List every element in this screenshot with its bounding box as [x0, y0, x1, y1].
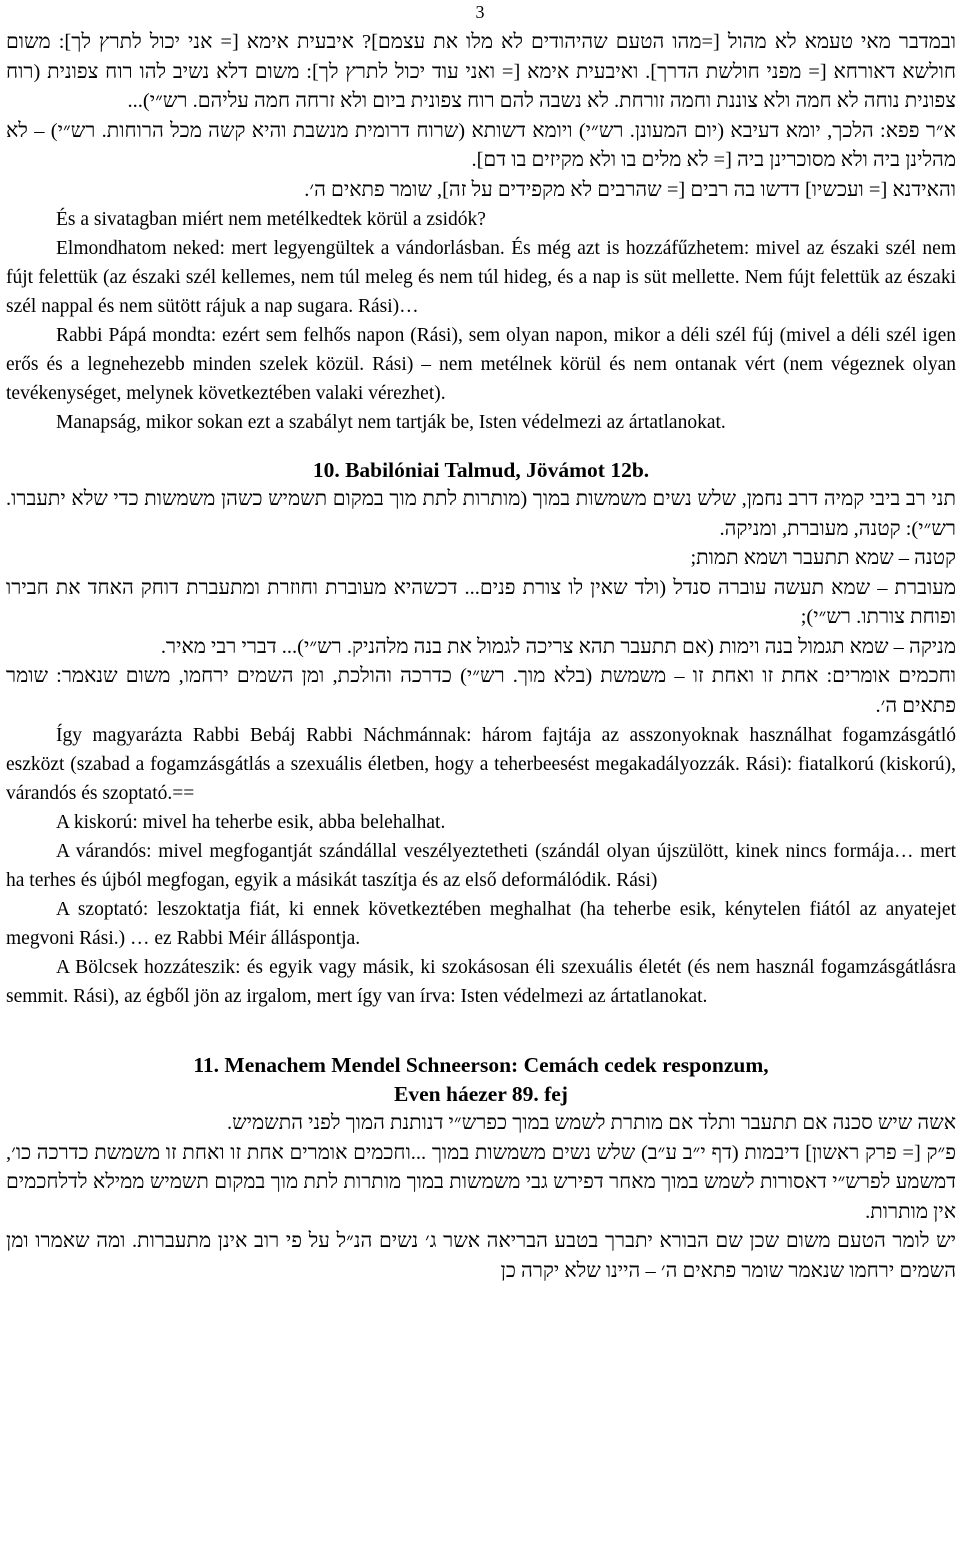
hebrew-paragraph: מניקה – שמא תגמול בנה וימות (אם תתעבר תהא צריכה לגמול את בנה מלהניק. רש״י)... דברי רבי מאיר.: [160, 635, 956, 658]
hungarian-paragraph: Így magyarázta Rabbi Bebáj Rabbi Náchmánnak: három fajtája az asszonyoknak használhat fogamzásgátló eszközt (szabad a fogamzásgátlás a szexuális életben, hogy a teherbeesést megakadályozzák. Rási): fiatalkorú (kiskorú), várandós és szoptató.==: [6, 725, 956, 804]
hebrew-paragraph: יש לומר הטעם משום שכן שם הבורא יתברך בטבע הבריאה אשר ג׳ נשים הנ״ל על פי רוב אינן מתעברות. ומה שאמרו ומן השמים ירחמו שנאמר שומר פתאים ה׳ – היינו שלא יקרה כן: [6, 1230, 956, 1282]
hebrew-paragraph: אשה שיש סכנה אם תתעבר ותלד אם מותרת לשמש במוך כפרש״י דנותנת המוך לפני התשמיש.: [227, 1112, 956, 1134]
hungarian-paragraph: Manapság, mikor sokan ezt a szabályt nem tartják be, Isten védelmezi az ártatlanokat.: [56, 412, 726, 433]
page-content: [6, 28, 956, 1286]
spacer: [6, 1011, 956, 1051]
hungarian-paragraph: És a sivatagban miért nem metélkedtek körül a zsidók?: [56, 209, 486, 230]
page-number: 3: [475, 2, 485, 22]
spacer: [6, 437, 956, 456]
hebrew-paragraph: פ״ק [= פרק ראשון] דיבמות (דף י״ב ע״ב) שלש נשים משמשות במוך ...וחכמים אומרים אחת זו ואחת זו משמשת כדרכה כו׳, דמשמע לפרש״י דאסורות לשמש במוך מאחר דפירש גבי משמשות במוך מותרות לתת מוך במקום תשמיש ממילא לדלחכמים אין מותרות.: [6, 1141, 956, 1223]
section-heading-11: 11. Menachem Mendel Schneerson: Cemách cedek responzum,: [193, 1053, 769, 1077]
hebrew-paragraph: קטנה – שמא תתעבר ושמא תמות;: [690, 547, 956, 569]
hebrew-paragraph: והאידנא [= ועכשיו] דדשו בה רבים [= שהרבים לא מקפידים על זה], שומר פתאים ה׳.: [304, 178, 956, 201]
hebrew-paragraph: א״ר פפא: הלכך, יומא דעיבא (יום המעונן. רש״י) ויומא דשותא (שרוח דרומית מנשבת והיא קשה מכל הרוחות. רש״י) – לא מהלינן ביה ולא מסוכרינן ביה [= לא מלים בו ולא מקיזים בו דם].: [6, 119, 956, 171]
hungarian-paragraph: Rabbi Pápá mondta: ezért sem felhős napon (Rási), sem olyan napon, mikor a déli szél fúj (mivel a déli szél igen erős és a legnehezebb minden szelek közül. Rási) – nem metélnek körül és nem ontanak vért (nem végeznek olyan tevékenységet, melynek következtében valaki vérezhet).: [6, 325, 956, 404]
hungarian-paragraph: Elmondhatom neked: mert legyengültek a vándorlásban. És még azt is hozzáfűzhetem: mivel az északi szél nem fújt felettük (az északi szél kellemes, nem túl meleg és nem túl hideg, és a nap is süt mellette. Nem fújt felettük az északi szél nappal és nem sütött rájuk a nap sugara. Rási)…: [6, 238, 956, 317]
hungarian-paragraph: A Bölcsek hozzáteszik: és egyik vagy másik, ki szokásosan éli szexuális életét (és nem használ fogamzásgátlásra semmit. Rási), az égből jön az irgalom, mert így van írva: Isten védelmezi az ártatlanokat.: [6, 957, 956, 1007]
hebrew-paragraph: תני רב ביבי קמיה דרב נחמן, שלש נשים משמשות במוך (מותרות לתת מוך במקום תשמיש כשהן משמשות כדי שלא יתעברו. רש״י): קטנה, מעוברת, ומניקה.: [6, 488, 956, 540]
hebrew-paragraph: ובמדבר מאי טעמא לא מהול [=מהו הטעם שהיהודים לא מלו את עצמם]? איבעית אימא [= אני יכול לתרץ לך]: משום חולשא דאורחא [= מפני חולשת הדרך]. ואיבעית אימא [= ואני עוד יכול לתרץ לך]: משום דלא נשיב להו רוח צפונית (רוח צפונית נוחה לא חמה ולא צוננת וחמה זורחת. לא נשבה להם רוח צפונית ביום ולא זרחה חמה עליהם. רש״י)...: [6, 31, 956, 112]
section-heading-10: 10. Babilóniai Talmud, Jövámot 12b.: [312, 458, 650, 482]
hebrew-paragraph: מעוברת – שמא תעשה עוברה סנדל (ולד שאין לו צורת פנים... דכשהיא מעוברת וחוזרת ומתעברת דוחק האחד את חבירו ופוחת צורתו. רש״י);: [6, 576, 956, 628]
hungarian-paragraph: A várandós: mivel megfogantját szándállal veszélyeztetheti (szándál olyan újszülött, kinek nincs formája… mert ha terhes és újból megfogan, egyik a másikát taszítja és az első deformálódik. Rási): [6, 841, 956, 891]
hungarian-paragraph: A szoptató: leszoktatja fiát, ki ennek következtében meghalhat (ha teherbe esik, kénytelen fiától az anyatejet megvoni Rási.) … ez Rabbi Méir álláspontja.: [6, 899, 956, 949]
hungarian-paragraph: A kiskorú: mivel ha teherbe esik, abba belehalhat.: [56, 812, 446, 833]
section-heading-11-line2: Even háezer 89. fej: [394, 1082, 568, 1106]
hebrew-paragraph: וחכמים אומרים: אחת זו ואחת זו – משמשת (בלא מוך. רש״י) כדרכה והולכת, ומן השמים ירחמו, משום שנאמר: שומר פתאים ה׳.: [6, 665, 956, 717]
